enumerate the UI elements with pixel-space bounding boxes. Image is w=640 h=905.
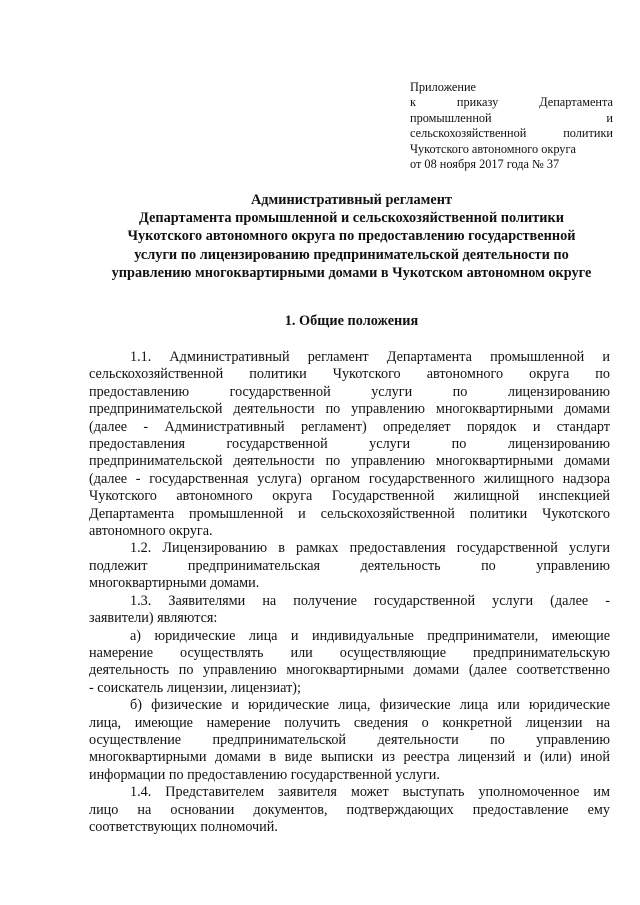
paragraph-1-3 bbox=[89, 593, 610, 628]
text-line: (далее - государственная услуга) органом государственного жилищного надзора bbox=[89, 470, 610, 487]
text-line: предпринимательской деятельности по управлению многоквартирными домами bbox=[89, 453, 610, 470]
text-line: автономного округа. bbox=[89, 523, 213, 540]
text-line: 1.3. Заявителями на получение государственной услуги (далее - bbox=[130, 592, 610, 609]
section-heading: 1. Общие положения bbox=[284, 313, 419, 329]
text-line: намерение осуществлять или осуществляющие предпринимательскую bbox=[89, 644, 610, 661]
appendix-line: Чукотского автономного округа bbox=[410, 141, 576, 156]
paragraph-1-2 bbox=[89, 540, 610, 592]
appendix-line: от 08 ноября 2017 года № 37 bbox=[410, 157, 560, 172]
text-line: а) юридические лица и индивидуальные предприниматели, имеющие bbox=[130, 627, 610, 644]
appendix-note bbox=[410, 80, 613, 172]
text-line: лица, имеющие намерение получить сведения о конкретной лицензии на bbox=[89, 714, 610, 731]
paragraph-1-3-b bbox=[89, 697, 610, 784]
text-line: Департамента промышленной и сельскохозяйственной политики Чукотского bbox=[89, 505, 610, 522]
text-line: подлежит предпринимательская деятельность по управлению bbox=[89, 557, 610, 574]
paragraph-1-4 bbox=[89, 784, 610, 836]
text-line: предоставления государственной услуги по лицензированию bbox=[89, 436, 610, 453]
appendix-line: Приложение bbox=[410, 80, 476, 94]
text-line: соответствующих полномочий. bbox=[89, 818, 278, 835]
text-line: 1.2. Лицензированию в рамках предоставления государственной услуги bbox=[130, 540, 610, 557]
text-line: лицо на основании документов, подтверждающих предоставление ему bbox=[89, 801, 610, 818]
title-line: управлению многоквартирными домами в Чукотском автономном округе bbox=[111, 264, 592, 281]
text-line: сельскохозяйственной политики Чукотского автономного округа по bbox=[89, 366, 610, 383]
text-line: 1.4. Представителем заявителя может выступать уполномоченное им bbox=[130, 784, 610, 801]
text-line: б) физические и юридические лица, физические лица или юридические bbox=[130, 697, 610, 714]
document-title bbox=[80, 191, 623, 282]
appendix-line: сельскохозяйственной политики bbox=[410, 126, 613, 141]
text-line: многоквартирными домами. bbox=[89, 575, 260, 592]
text-line: деятельность по управлению многоквартирными домами (далее соответственно bbox=[89, 662, 610, 679]
title-line: услуги по лицензированию предпринимательской деятельности по bbox=[134, 246, 569, 263]
text-line: осуществление предпринимательской деятельности по управлению bbox=[89, 731, 610, 748]
text-line: - соискатель лицензии, лицензиат); bbox=[89, 679, 301, 696]
text-line: предпринимательской деятельности по управлению многоквартирными домами bbox=[89, 401, 610, 418]
paragraph-1-3-a bbox=[89, 628, 610, 698]
appendix-line: промышленной и bbox=[410, 110, 613, 125]
text-line: многоквартирными домами в виде выписки из реестра лицензий и (или) иной bbox=[89, 749, 610, 766]
appendix-line: к приказу Департамента bbox=[410, 95, 613, 110]
document-body bbox=[89, 349, 610, 836]
text-line: (далее - Административный регламент) определяет порядок и стандарт bbox=[89, 418, 610, 435]
text-line: предоставлению государственной услуги по лицензированию bbox=[89, 383, 610, 400]
title-line: Департамента промышленной и сельскохозяйственной политики bbox=[139, 210, 564, 227]
text-line: 1.1. Административный регламент Департамента промышленной и bbox=[130, 349, 610, 365]
title-line: Административный регламент bbox=[250, 192, 453, 208]
text-line: Чукотского автономного округа Государственной жилищной инспекцией bbox=[89, 488, 610, 505]
title-line: Чукотского автономного округа по предоставлению государственной bbox=[127, 228, 576, 245]
paragraph-1-1 bbox=[89, 349, 610, 540]
text-line: информации по предоставлению государственной услуги. bbox=[89, 766, 440, 783]
text-line: заявители) являются: bbox=[89, 610, 218, 627]
